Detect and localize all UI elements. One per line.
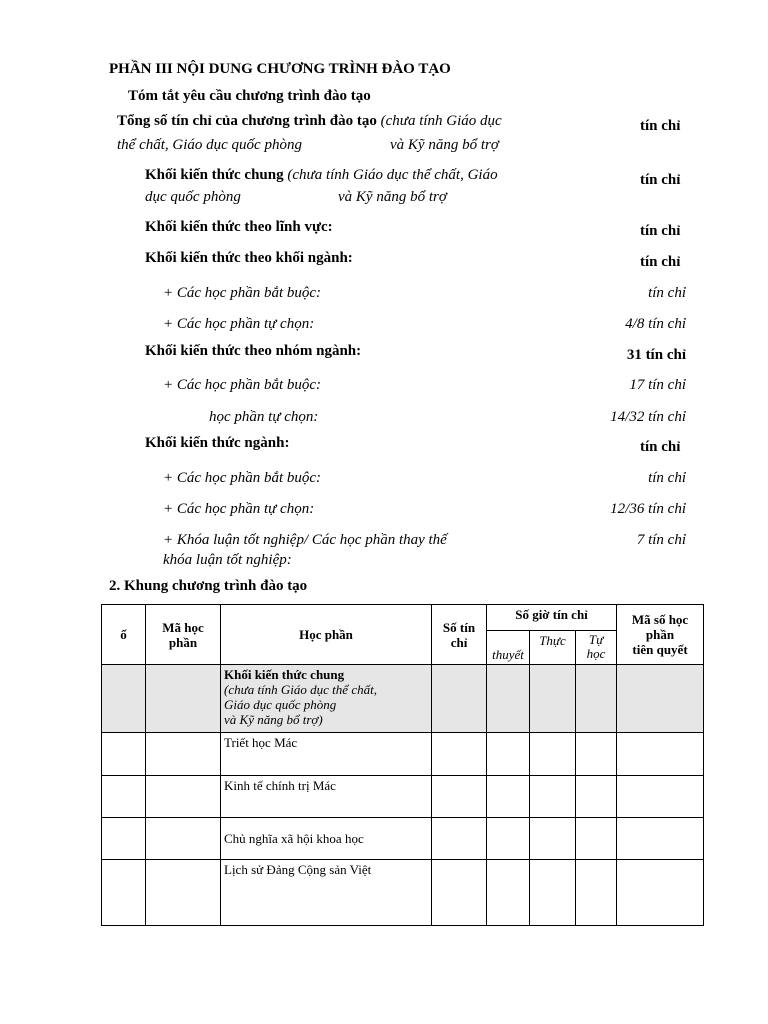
header-credits-l2: chỉ xyxy=(450,634,468,650)
discipline-required-value: tín chỉ xyxy=(648,285,686,301)
total-credits-value: tín chỉ xyxy=(640,118,681,134)
header-theory: thuyết xyxy=(487,631,530,665)
major-group-required-value: 17 tín chỉ xyxy=(629,377,686,393)
framework-title: 2. Khung chương trình đào tạo xyxy=(109,578,308,594)
curriculum-table xyxy=(101,604,704,926)
group-row-note-l2: Giáo dục quốc phòng xyxy=(224,697,337,713)
group-row-title: Khối kiến thức chung xyxy=(224,667,345,683)
header-course-code-l2: phần xyxy=(168,634,198,650)
thesis-label-line2: khóa luận tốt nghiệp: xyxy=(163,552,292,568)
thesis-label-line1: + Khóa luận tốt nghiệp/ Các học phần thay thế xyxy=(163,532,447,548)
general-block-note-line2b: và Kỹ năng bổ trợ xyxy=(338,189,447,205)
header-course: Học phần xyxy=(221,605,432,665)
header-self-study xyxy=(576,631,617,665)
discipline-elective-value: 4/8 tín chỉ xyxy=(625,316,686,332)
header-self-l1: Tự xyxy=(588,632,604,648)
header-course-code xyxy=(146,605,221,665)
section-title: PHẦN III NỘI DUNG CHƯƠNG TRÌNH ĐÀO TẠO xyxy=(109,61,451,77)
cell-empty xyxy=(617,665,704,733)
major-block-label: Khối kiến thức ngành: xyxy=(145,435,290,451)
header-practice: Thực xyxy=(530,631,576,665)
major-block-value: tín chỉ xyxy=(640,439,681,455)
header-hours: Số giờ tín chỉ xyxy=(487,605,617,631)
course-name: Lịch sử Đảng Cộng sản Việt xyxy=(221,859,432,925)
course-name: Kinh tế chính trị Mác xyxy=(221,775,432,817)
field-block-label: Khối kiến thức theo lĩnh vực: xyxy=(145,219,333,235)
table-group-row xyxy=(102,665,704,733)
total-credits-label: Tổng số tín chỉ của chương trình đào tạo xyxy=(117,113,377,129)
header-self-l2: học xyxy=(586,646,606,662)
header-no: ố xyxy=(102,605,146,665)
general-block-line1 xyxy=(145,167,498,184)
discipline-elective-label: + Các học phần tự chọn: xyxy=(163,316,315,332)
total-credits-note: (chưa tính Giáo dục xyxy=(380,113,502,129)
table-row xyxy=(102,817,704,859)
field-block-value: tín chỉ xyxy=(640,223,681,239)
general-block-label: Khối kiến thức chung xyxy=(145,167,284,183)
major-elective-label: + Các học phần tự chọn: xyxy=(163,501,315,517)
summary-title: Tóm tắt yêu cầu chương trình đào tạo xyxy=(128,88,371,104)
header-prereq-l2: phần xyxy=(645,627,675,643)
major-group-elective-label: học phần tự chọn: xyxy=(209,409,319,425)
header-credits xyxy=(432,605,487,665)
header-credits-l1: Số tín xyxy=(442,619,476,635)
total-credits-note-line2: thể chất, Giáo dục quốc phòng xyxy=(117,137,302,153)
cell-empty xyxy=(432,665,487,733)
total-credits-line1 xyxy=(117,113,502,130)
group-row-note-l3: và Kỹ năng bổ trợ) xyxy=(224,712,323,728)
group-row-note-l1: (chưa tính Giáo dục thể chất, xyxy=(224,682,377,698)
header-course-code-l1: Mã học xyxy=(162,619,204,635)
group-row-title-cell xyxy=(221,665,432,733)
major-required-value: tín chỉ xyxy=(648,470,686,486)
major-elective-value: 12/36 tín chỉ xyxy=(610,501,686,517)
course-name: Chủ nghĩa xã hội khoa học xyxy=(221,817,432,859)
major-group-elective-value: 14/32 tín chỉ xyxy=(610,409,686,425)
major-group-label: Khối kiến thức theo nhóm ngành: xyxy=(145,343,362,359)
total-credits-note-line2b: và Kỹ năng bổ trợ xyxy=(390,137,499,153)
discipline-block-value: tín chỉ xyxy=(640,254,681,270)
general-block-note: (chưa tính Giáo dục thể chất, Giáo xyxy=(287,167,498,183)
cell-empty xyxy=(146,665,221,733)
major-required-label: + Các học phần bắt buộc: xyxy=(163,470,322,486)
header-prerequisite xyxy=(617,605,704,665)
header-prereq-l1: Mã số học xyxy=(631,612,689,628)
table-row xyxy=(102,775,704,817)
discipline-block-label: Khối kiến thức theo khối ngành: xyxy=(145,250,353,266)
general-block-note-line2: dục quốc phòng xyxy=(145,189,241,205)
table-row xyxy=(102,733,704,775)
discipline-required-label: + Các học phần bắt buộc: xyxy=(163,285,322,301)
cell-empty xyxy=(102,665,146,733)
header-prereq-l3: tiên quyết xyxy=(632,642,688,658)
course-name: Triết học Mác xyxy=(221,733,432,775)
general-block-value: tín chỉ xyxy=(640,172,681,188)
cell-empty xyxy=(487,665,530,733)
major-group-required-label: + Các học phần bắt buộc: xyxy=(163,377,322,393)
thesis-value: 7 tín chỉ xyxy=(636,532,686,548)
major-group-value: 31 tín chỉ xyxy=(626,347,686,363)
table-row xyxy=(102,859,704,925)
cell-empty xyxy=(576,665,617,733)
cell-empty xyxy=(530,665,576,733)
